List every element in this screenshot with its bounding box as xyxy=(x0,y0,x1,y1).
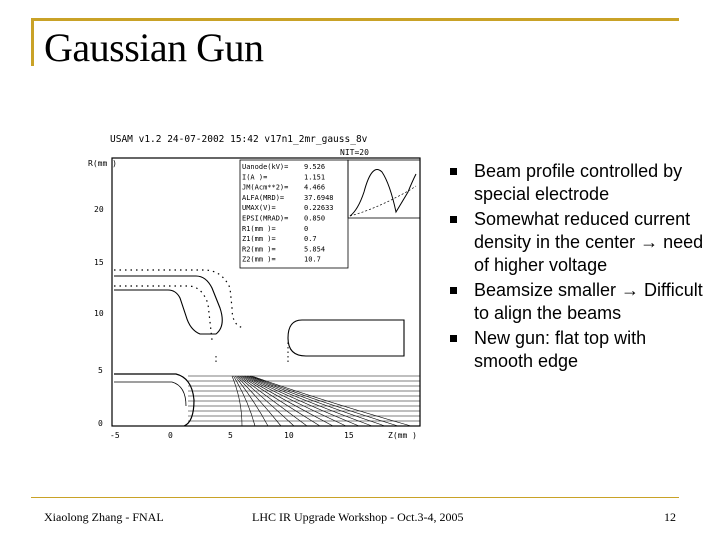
slide-title: Gaussian Gun xyxy=(44,25,264,70)
bullet-item xyxy=(450,327,710,373)
parameter-value: 4.466 xyxy=(304,183,326,192)
x-tick: 10 xyxy=(284,431,294,440)
x-axis-label: Z(mm ) xyxy=(388,431,417,440)
parameter-value: 37.6948 xyxy=(304,193,334,202)
bullet-text: Somewhat reduced current density in the center → need of higher voltage xyxy=(474,209,704,275)
parameter-name: Z1(mm )= xyxy=(242,235,276,244)
footer-rule xyxy=(31,497,679,498)
parameter-name: JM(Acm**2)= xyxy=(242,183,289,192)
parameter-value: 5.854 xyxy=(304,245,326,254)
bullet-item xyxy=(450,279,710,325)
y-tick: 5 xyxy=(98,366,103,375)
x-tick: 0 xyxy=(168,431,173,440)
cathode-electrode-inner xyxy=(114,382,186,406)
bullet-text: Beamsize smaller → Difficult to align the beams xyxy=(474,280,703,323)
y-tick: 15 xyxy=(94,258,104,267)
parameter-value: 1.151 xyxy=(304,173,326,182)
bullet-text: Beam profile controlled by special electrode xyxy=(474,161,683,204)
frame-vertical-rule xyxy=(31,18,34,66)
parameter-name: I(A )= xyxy=(242,173,268,182)
footer-event: LHC IR Upgrade Workshop - Oct.3-4, 2005 xyxy=(252,510,464,524)
x-tick: -5 xyxy=(110,431,120,440)
beam-profile-curve xyxy=(350,170,416,217)
bullet-list xyxy=(450,160,710,375)
x-tick: 5 xyxy=(228,431,233,440)
parameter-name: ALFA(MRD)= xyxy=(242,193,285,202)
bullet-marker-icon xyxy=(450,335,457,342)
parameter-value: 0.7 xyxy=(304,235,317,244)
bullet-marker-icon xyxy=(450,287,457,294)
parameter-value: 0.22633 xyxy=(304,204,334,213)
anode-dotted-edge xyxy=(216,338,288,362)
y-tick: 20 xyxy=(94,205,104,214)
equipotential-dotted xyxy=(114,286,212,340)
parameter-value: 10.7 xyxy=(304,255,321,264)
parameter-value: 0.850 xyxy=(304,214,326,223)
parameter-value: 9.526 xyxy=(304,163,326,171)
footer-author: Xiaolong Zhang - FNAL xyxy=(44,510,164,524)
gun-simulation-plot xyxy=(88,130,442,450)
x-tick: 15 xyxy=(344,431,354,440)
parameter-name: UMAX(V)= xyxy=(242,204,276,213)
y-tick: 0 xyxy=(98,419,103,428)
current-density-curve xyxy=(350,186,416,216)
beam-field-lines xyxy=(188,376,420,421)
equipotential-dotted xyxy=(114,270,244,328)
plot-header: USAM v1.2 24-07-2002 15:42 v17n1_2mr_gauss_8v xyxy=(110,134,368,145)
bullet-marker-icon xyxy=(450,168,457,175)
parameter-name: EPSI(MRAD)= xyxy=(242,214,289,223)
parameter-name: Z2(mm )= xyxy=(242,255,276,264)
focusing-electrode xyxy=(114,276,222,334)
y-tick: 10 xyxy=(94,309,104,318)
parameter-value: 0 xyxy=(304,224,309,233)
page-number: 12 xyxy=(664,510,676,524)
parameter-name: R1(mm )= xyxy=(242,224,276,233)
y-axis-label: R(mm ) xyxy=(88,159,117,168)
bullet-item xyxy=(450,208,710,277)
anode-electrode xyxy=(288,320,404,356)
parameter-name: Uanode(kV)= xyxy=(242,163,289,171)
bullet-item xyxy=(450,160,710,206)
bullet-marker-icon xyxy=(450,216,457,223)
frame-horizontal-rule xyxy=(31,18,679,21)
parameter-name: R2(mm )= xyxy=(242,245,276,254)
plot-nit-label: NIT=20 xyxy=(340,148,369,157)
bullet-text: New gun: flat top with smooth edge xyxy=(474,328,647,371)
